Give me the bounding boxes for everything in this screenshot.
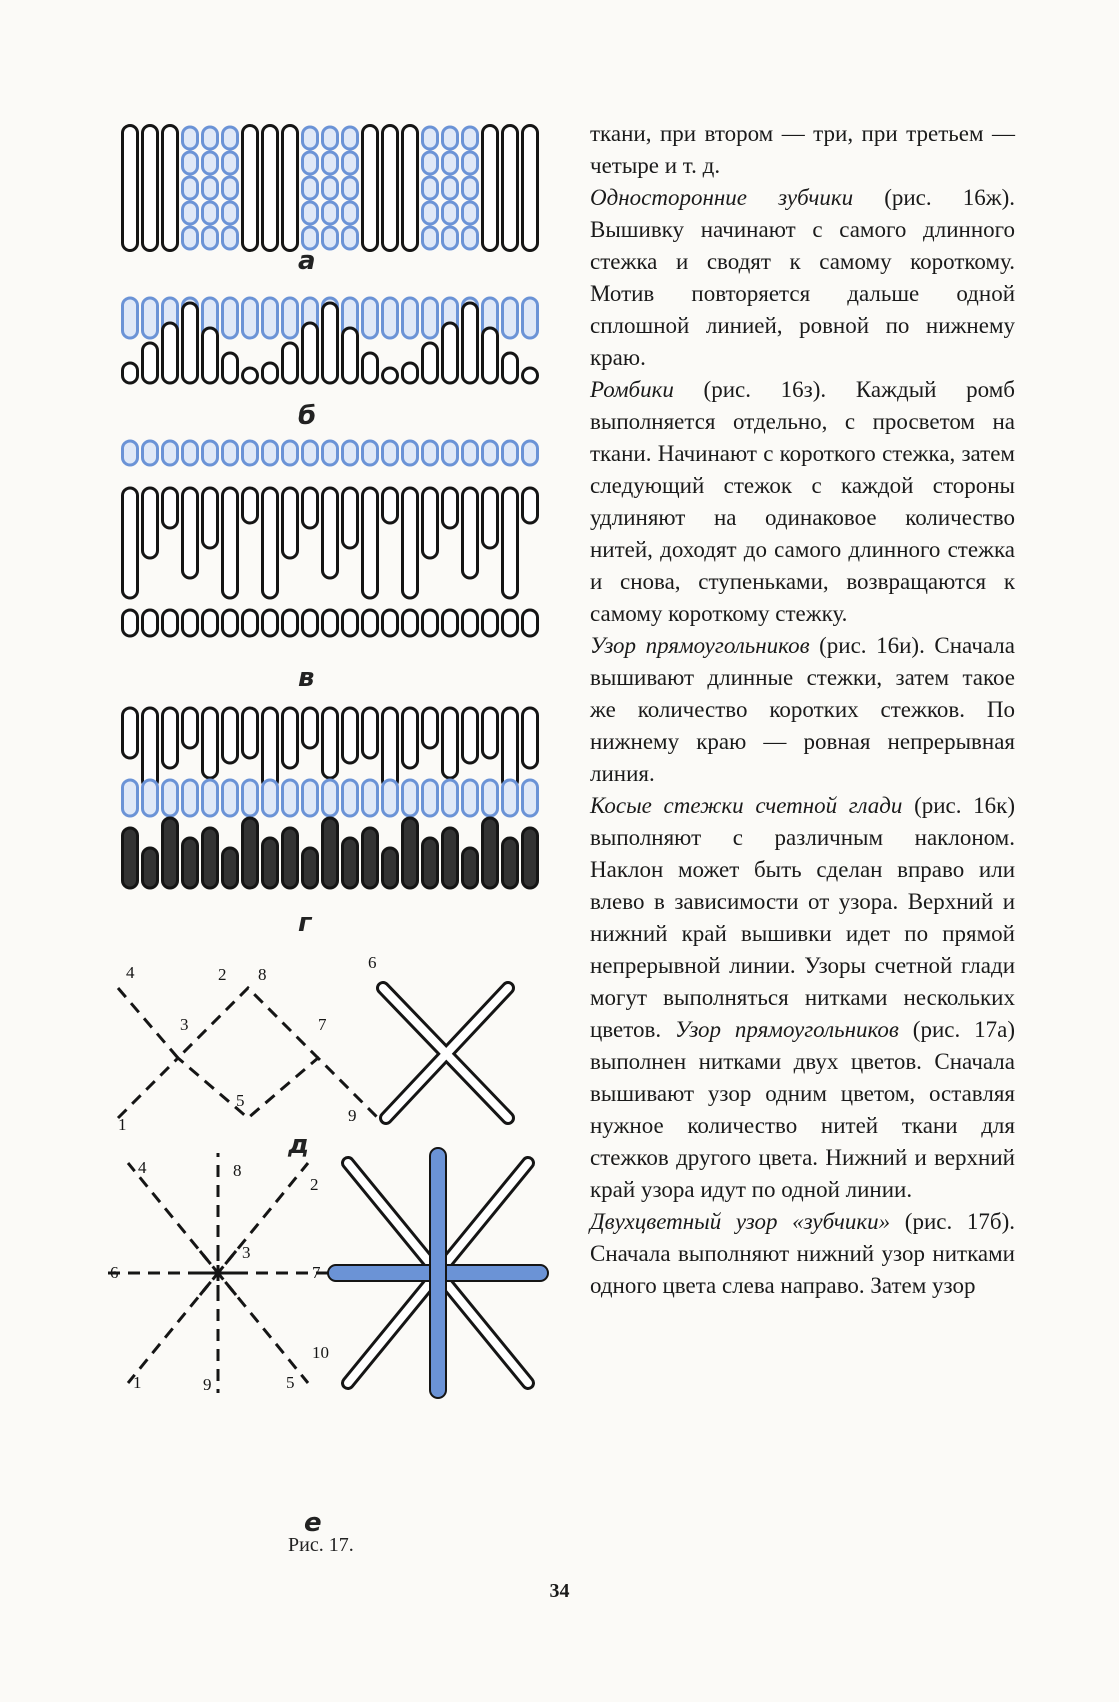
paragraph-6 (590, 1206, 1015, 1302)
stitch-g-blue (403, 780, 418, 816)
stitch-b-dark (523, 368, 538, 383)
stitch-g-satin (323, 818, 338, 888)
stitch-g-satin (203, 828, 218, 888)
stitch-g-blue (443, 780, 458, 816)
stitch-g-blue (523, 780, 538, 816)
stitch-b-dark (403, 363, 418, 383)
stitch-v-blue (283, 441, 298, 465)
panel-e-number: 9 (203, 1375, 212, 1394)
stitch-b-blue (523, 298, 538, 338)
stitch-g-blue (143, 780, 158, 816)
stitch-v-dark (363, 488, 378, 598)
stitch-g-top (463, 708, 478, 763)
stitch-g-satin (503, 838, 518, 888)
stitch-b-blue (423, 298, 438, 338)
stitch-b-dark (203, 328, 218, 383)
stitch-a (303, 177, 318, 199)
paragraph-2 (590, 182, 1015, 374)
stitch-a (343, 127, 358, 149)
stitch-v-bottom (203, 610, 218, 636)
stitch-g-top (163, 708, 178, 768)
panel-e-number: 6 (110, 1263, 119, 1282)
stitch-a (183, 202, 198, 224)
stitch-g-blue (243, 780, 258, 816)
stitch-v-bottom (523, 610, 538, 636)
stitch-g-blue (423, 780, 438, 816)
stitch-g-top (143, 708, 158, 788)
panel-e-number: 4 (138, 1158, 147, 1177)
stitch-v-bottom (223, 610, 238, 636)
stitch-a (463, 177, 478, 199)
stitch-a (203, 152, 218, 174)
stitch-b-dark (123, 363, 138, 383)
stitch-a (383, 126, 398, 251)
paragraph-2-term: Односторонние зубчики (590, 185, 854, 210)
dashed-zigzag-bottom (118, 1058, 378, 1118)
stitch-v-dark (283, 488, 298, 558)
stitch-v-bottom (303, 610, 318, 636)
paragraph-6-text: (рис. 17б). Сначала выполняют нижний узор нитками одного цвета слева направо. Затем узор (590, 1209, 1015, 1298)
stitch-g-blue (183, 780, 198, 816)
stitch-g-satin (183, 838, 198, 888)
stitch-a (343, 202, 358, 224)
stitch-v-dark (323, 488, 338, 578)
dashed-zigzag-top (118, 988, 318, 1058)
stitch-v-blue (303, 441, 318, 465)
stitch-b-dark (483, 328, 498, 383)
stitch-v-dark (483, 488, 498, 548)
stitch-v-dark (263, 488, 278, 598)
stitch-v-blue (483, 441, 498, 465)
panel-e-number: 8 (233, 1161, 242, 1180)
stitch-a (223, 152, 238, 174)
stitch-v-blue (523, 441, 538, 465)
stitch-g-top (363, 708, 378, 758)
stitch-a (223, 127, 238, 149)
paragraph-1-text: ткани, при втором — три, при третьем — четыре и т. д. (590, 121, 1015, 178)
stitch-v-bottom (403, 610, 418, 636)
stitch-v-dark (303, 488, 318, 528)
star-ray-5 (200, 1251, 308, 1383)
stitch-a (183, 227, 198, 249)
stitch-g-blue (163, 780, 178, 816)
stitch-g-blue (263, 780, 278, 816)
stitch-v-blue (123, 441, 138, 465)
stitch-g-satin (363, 828, 378, 888)
stitch-b-blue (383, 298, 398, 338)
body-text (590, 118, 1015, 1302)
panel-letter-a: а (298, 246, 316, 276)
stitch-g-top (343, 708, 358, 763)
stitch-v-bottom (503, 610, 518, 636)
stitch-a (523, 126, 538, 251)
panel-e-number: 5 (286, 1373, 295, 1392)
stitch-v-bottom (463, 610, 478, 636)
stitch-b-dark (183, 303, 198, 383)
stitch-g-blue (203, 780, 218, 816)
stitch-b-dark (283, 343, 298, 383)
paragraph-3-text: (рис. 16з). Каждый ромб выполняется отдельно, с просветом на ткани. Начинают с короткого стежка, затем следующий стежок с каждой стороны удлиняют на одинаковое количество нитей, доходят до самого длинного стежка и снова, ступеньками, возвращаются к самому короткому стежку. (590, 377, 1015, 626)
stitch-g-top (523, 708, 538, 768)
stitch-g-top (303, 708, 318, 748)
stitch-g-top (483, 708, 498, 758)
stitch-g-satin (243, 818, 258, 888)
stitch-g-satin (483, 818, 498, 888)
stitch-g-top (443, 708, 458, 778)
stitch-g-top (503, 708, 518, 788)
stitch-g-top (423, 708, 438, 748)
stitch-v-bottom (443, 610, 458, 636)
stitch-g-top (123, 708, 138, 758)
embroidery-stitch-illustrations (110, 118, 578, 1568)
stitch-a (223, 227, 238, 249)
stitch-b-blue (123, 298, 138, 338)
stitch-a (183, 177, 198, 199)
stitch-g-top (183, 708, 198, 748)
stitch-v-blue (163, 441, 178, 465)
stitch-b-blue (503, 298, 518, 338)
stitch-g-satin (283, 828, 298, 888)
stitch-a (303, 127, 318, 149)
stitch-b-blue (363, 298, 378, 338)
stitch-a (203, 127, 218, 149)
stitch-a (323, 152, 338, 174)
stitch-v-bottom (363, 610, 378, 636)
panel-d-number: 3 (180, 1015, 189, 1034)
stitch-v-blue (143, 441, 158, 465)
panel-d-number: 2 (218, 965, 227, 984)
stitch-g-blue (503, 780, 518, 816)
stitch-v-bottom (243, 610, 258, 636)
stitch-v-dark (123, 488, 138, 598)
stitch-a (463, 227, 478, 249)
stitch-g-satin (403, 818, 418, 888)
stitch-a (423, 177, 438, 199)
stitch-v-dark (383, 488, 398, 523)
panel-e-number: 3 (242, 1243, 251, 1262)
stitch-a (323, 127, 338, 149)
stitch-a (143, 126, 158, 251)
stitch-b-blue (243, 298, 258, 338)
stitch-v-dark (343, 488, 358, 548)
stitch-g-satin (303, 848, 318, 888)
figure-17 (110, 118, 578, 1568)
stitch-b-blue (143, 298, 158, 338)
stitch-v-bottom (323, 610, 338, 636)
stitch-v-bottom (423, 610, 438, 636)
paragraph-5-term: Косые стежки счетной глади (590, 793, 903, 818)
stitch-a (203, 202, 218, 224)
panel-e-number: 2 (310, 1175, 319, 1194)
stitch-a (423, 152, 438, 174)
stitch-v-dark (163, 488, 178, 528)
stitch-g-top (283, 708, 298, 768)
stitch-v-blue (403, 441, 418, 465)
stitch-v-bottom (143, 610, 158, 636)
paragraph-4-text: (рис. 16и). Сначала вышивают длинные стежки, затем такое же количество коротких стежков. По нижнему краю — ровная непрерывная линия. (590, 633, 1015, 786)
stitch-b-dark (243, 368, 258, 383)
stitch-a (243, 126, 258, 251)
panel-d-number: 9 (348, 1106, 357, 1125)
panel-letter-e: е (304, 1508, 322, 1538)
stitch-a (343, 152, 358, 174)
stitch-g-satin (523, 828, 538, 888)
stitch-g-blue (123, 780, 138, 816)
paragraph-6-term: Двухцветный узор «зубчики» (590, 1209, 891, 1234)
stitch-b-dark (223, 353, 238, 383)
paragraph-2-text: (рис. 16ж). Вышивку начинают с самого длинного стежка и сводят к самому короткому. Мотив повторяется дальше одной сплошной линией, ровной по нижнему краю. (590, 185, 1015, 370)
stitch-a (423, 127, 438, 149)
stitch-a (423, 202, 438, 224)
stitch-g-satin (163, 818, 178, 888)
paragraph-5-inline-term: Узор прямоугольников (675, 1017, 899, 1042)
stitch-g-satin (423, 838, 438, 888)
stitch-a (223, 177, 238, 199)
panel-e-number: 10 (312, 1343, 329, 1362)
panel-d-number: 6 (368, 953, 377, 972)
stitch-a (263, 126, 278, 251)
stitch-v-dark (523, 488, 538, 523)
panel-letter-d: д (288, 1130, 309, 1160)
stitch-a (443, 177, 458, 199)
panel-d-number: 8 (258, 965, 267, 984)
panel-e-number: 1 (133, 1373, 142, 1392)
stitch-v-dark (243, 488, 258, 523)
stitch-v-blue (383, 441, 398, 465)
stitch-b-blue (263, 298, 278, 338)
stitch-a (443, 202, 458, 224)
stitch-g-satin (143, 848, 158, 888)
stitch-g-blue (343, 780, 358, 816)
panel-letter-v: в (298, 663, 315, 693)
stitch-a (123, 126, 138, 251)
stitch-g-satin (463, 848, 478, 888)
stitch-g-satin (123, 828, 138, 888)
stitch-a (483, 126, 498, 251)
stitch-v-blue (223, 441, 238, 465)
stitch-b-blue (403, 298, 418, 338)
stitch-v-blue (443, 441, 458, 465)
stitch-v-bottom (383, 610, 398, 636)
stitch-a (303, 202, 318, 224)
stitch-v-bottom (183, 610, 198, 636)
stitch-v-dark (503, 488, 518, 598)
stitch-g-blue (283, 780, 298, 816)
stitch-v-blue (183, 441, 198, 465)
stitch-b-dark (143, 343, 158, 383)
stitch-v-blue (343, 441, 358, 465)
panel-d-number: 1 (118, 1115, 127, 1134)
stitch-g-satin (263, 838, 278, 888)
stitch-a (363, 126, 378, 251)
stitch-g-top (203, 708, 218, 778)
stitch-v-blue (323, 441, 338, 465)
stitch-v-blue (423, 441, 438, 465)
stitch-v-blue (203, 441, 218, 465)
stitch-b-blue (283, 298, 298, 338)
stitch-v-blue (243, 441, 258, 465)
panel-d-number: 4 (126, 963, 135, 982)
stitch-g-blue (463, 780, 478, 816)
stitch-a (343, 177, 358, 199)
stitch-a (343, 227, 358, 249)
stitch-v-bottom (343, 610, 358, 636)
paragraph-3 (590, 374, 1015, 630)
stitch-v-bottom (123, 610, 138, 636)
stitch-v-dark (463, 488, 478, 578)
panel-letter-b: б (298, 401, 317, 431)
stitch-v-dark (403, 488, 418, 598)
stitch-a (443, 127, 458, 149)
stitch-v-blue (503, 441, 518, 465)
panel-d-number: 7 (318, 1015, 327, 1034)
paragraph-3-term: Ромбики (590, 377, 674, 402)
figure-caption: Рис. 17. (288, 1534, 354, 1556)
stitch-v-blue (463, 441, 478, 465)
stitch-a (223, 202, 238, 224)
stitch-b-dark (163, 323, 178, 383)
stitch-b-dark (503, 353, 518, 383)
stitch-b-dark (383, 368, 398, 383)
stitch-g-satin (223, 848, 238, 888)
stitch-a (183, 127, 198, 149)
stitch-v-dark (223, 488, 238, 598)
panel-d-number: 5 (236, 1091, 245, 1110)
stitch-b-dark (443, 323, 458, 383)
stitch-a (443, 152, 458, 174)
stitch-g-top (323, 708, 338, 778)
paragraph-5 (590, 790, 1015, 1206)
stitch-g-top (243, 708, 258, 758)
stitch-a (323, 227, 338, 249)
stitch-g-satin (383, 848, 398, 888)
stitch-a (443, 227, 458, 249)
stitch-a (163, 126, 178, 251)
stitch-a (323, 202, 338, 224)
paragraph-4 (590, 630, 1015, 790)
stitch-v-bottom (283, 610, 298, 636)
stitch-v-dark (443, 488, 458, 528)
stitch-g-blue (483, 780, 498, 816)
stitch-g-blue (223, 780, 238, 816)
stitch-g-satin (343, 838, 358, 888)
stitch-v-dark (143, 488, 158, 558)
stitch-v-bottom (483, 610, 498, 636)
stitch-a (183, 152, 198, 174)
stitch-g-satin (443, 828, 458, 888)
paragraph-1 (590, 118, 1015, 182)
stitch-g-blue (323, 780, 338, 816)
stitch-g-top (403, 708, 418, 768)
paragraph-4-term: Узор прямоугольников (590, 633, 810, 658)
stitch-g-top (263, 708, 278, 788)
paragraph-5-text: (рис. 16к) выполняют с различным наклоном. Наклон может быть сделан вправо или влево в зависимости от узора. Верхний и нижний край вышивки идет по прямой непрерывной линии. Узоры счетной глади могут выполняться нитками нескольких цветов. (590, 793, 1015, 1042)
stitch-a (303, 152, 318, 174)
stitch-v-dark (203, 488, 218, 548)
stitch-v-blue (363, 441, 378, 465)
stitch-a (403, 126, 418, 251)
panel-e-number: 7 (312, 1263, 321, 1282)
stitch-a (423, 227, 438, 249)
stitch-a (463, 202, 478, 224)
stitch-g-blue (303, 780, 318, 816)
stitch-a (203, 227, 218, 249)
stitch-g-blue (363, 780, 378, 816)
stitch-b-dark (323, 303, 338, 383)
stitch-a (283, 126, 298, 251)
stitch-g-top (383, 708, 398, 788)
stitch-v-dark (423, 488, 438, 558)
stitch-g-blue (383, 780, 398, 816)
panel-letter-g: г (298, 908, 312, 938)
stitch-a (503, 126, 518, 251)
stitch-b-dark (343, 328, 358, 383)
paragraph-5-inline-text: (рис. 17а) выполнен нитками двух цветов. Сначала вышивают узор одним цветом, оставляя нужное количество нитей ткани для стежков другого цвета. Нижний и верхний край узора идут по одной линии. (590, 1017, 1015, 1202)
star-stitch-vertical (430, 1148, 446, 1398)
stitch-b-dark (263, 363, 278, 383)
stitch-a (323, 177, 338, 199)
stitch-b-dark (303, 323, 318, 383)
stitch-v-bottom (163, 610, 178, 636)
star-ray-4 (128, 1251, 236, 1383)
stitch-b-dark (363, 353, 378, 383)
stitch-v-blue (263, 441, 278, 465)
stitch-a (463, 127, 478, 149)
stitch-v-dark (183, 488, 198, 578)
stitch-b-blue (223, 298, 238, 338)
stitch-b-dark (423, 343, 438, 383)
stitch-v-bottom (263, 610, 278, 636)
stitch-a (203, 177, 218, 199)
stitch-b-dark (463, 303, 478, 383)
stitch-a (463, 152, 478, 174)
page-number: 34 (549, 1580, 570, 1602)
stitch-g-top (223, 708, 238, 763)
